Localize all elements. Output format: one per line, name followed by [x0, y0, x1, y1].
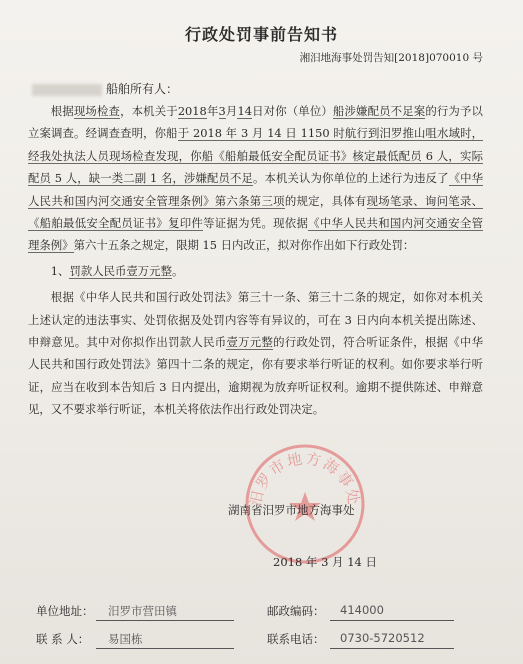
document-number: 湘汨地海事处罚告知[2018]070010 号 — [299, 52, 483, 64]
document-body — [28, 100, 483, 421]
redacted-name — [32, 84, 102, 96]
document-title: 行政处罚事前告知书 — [184, 25, 338, 44]
addressee-label: 船舶所有人： — [106, 82, 179, 96]
filled-field: 14 — [237, 104, 252, 118]
text: 年 — [206, 104, 219, 118]
unit-address-value: 汨罗市营田镇 — [108, 604, 177, 618]
paragraph-findings — [28, 100, 483, 257]
filled-field: 壹万元整 — [226, 335, 274, 350]
phone-label: 联系电话： — [267, 632, 325, 646]
text: 根据 — [50, 104, 74, 118]
postal-code-label: 邮政编码： — [267, 604, 325, 618]
text: 月 — [225, 104, 238, 118]
filled-field: 船涉嫌配员不足案 — [332, 104, 426, 118]
signing-organization: 湖南省汨罗市地方海事处 — [228, 503, 355, 517]
paragraph-rights-notice — [28, 286, 483, 420]
unit-address-label: 单位地址： — [36, 604, 94, 618]
underline — [96, 648, 234, 649]
filled-field: 罚款人民币壹万元整 — [69, 263, 172, 278]
contact-label: 联 系 人： — [36, 632, 90, 646]
filled-field: 现场检查 — [73, 104, 121, 118]
text: 根据《中华人民共和国行政处罚法》第三十一条、第三十二条的规定，如你对本机关上述认定的违法事实、处罚依据及处罚内容等有异议的，可在 3 日内向本机关提出陈述、申辩意见。其中对你拟作出罚款人民币 — [28, 290, 483, 350]
seal-text: 汨罗市地方海事处 — [246, 449, 364, 508]
text: 日对你（单位） — [251, 104, 333, 118]
text: 的行为予以立案调查。经调查查明，你船 — [28, 104, 483, 141]
postal-code-value: 414000 — [340, 603, 384, 617]
phone-value: 0730-5720512 — [340, 631, 425, 645]
filled-field: 《中华人民共和国内河交通安全管理条例》第六条第三项 — [28, 171, 483, 208]
filled-field: 2018 — [177, 104, 207, 118]
filled-field: 3 — [218, 104, 226, 118]
text: 。本机关认为你单位的上述行为违反了 — [253, 171, 449, 186]
underline — [330, 648, 454, 649]
text: ，本机关于 — [120, 104, 178, 118]
text: 的行政处罚，符合听证条件，根据《中华人民共和国行政处罚法》第四十二条的规定，你有要求举行听证的权利。如你要求举行听证，应当在收到本告知后 3 日内提出，逾期视为放弃听证权利。逾期不提供陈述、申辩意见，又不要求举行听证，本机关将依法作出行政处罚决定。 — [28, 335, 483, 417]
filled-field: 于 2018 年 3 月 14 日 1150 时航行到汨罗推山咀水域时，经我处执法人员现场检查发现，你船《船舶最低安全配员证书》核定最低配员 6 人，实际配员 5 人，缺一类二副 1 名，涉嫌配员不足 — [28, 126, 483, 186]
penalty-item — [28, 260, 483, 282]
text: 等证据为凭。现依据 — [203, 216, 309, 231]
text: 。 — [171, 263, 184, 278]
text: 1、 — [50, 263, 70, 278]
addressee — [32, 80, 178, 97]
filled-field: 现场笔录、询问笔录、《船舶最低安全配员证书》复印件 — [28, 193, 483, 231]
underline — [330, 620, 454, 621]
filled-field: 《中华人民共和国内河交通安全管理条例》 — [28, 216, 483, 253]
contact-value: 易国栋 — [108, 632, 143, 646]
text: 第六十五条之规定，限期 15 日内改正，拟对你作出如下行政处罚： — [73, 238, 415, 253]
text: 的规定，具体有 — [284, 193, 367, 208]
document-date: 2018 年 3 月 14 日 — [273, 555, 377, 569]
underline — [96, 620, 234, 621]
